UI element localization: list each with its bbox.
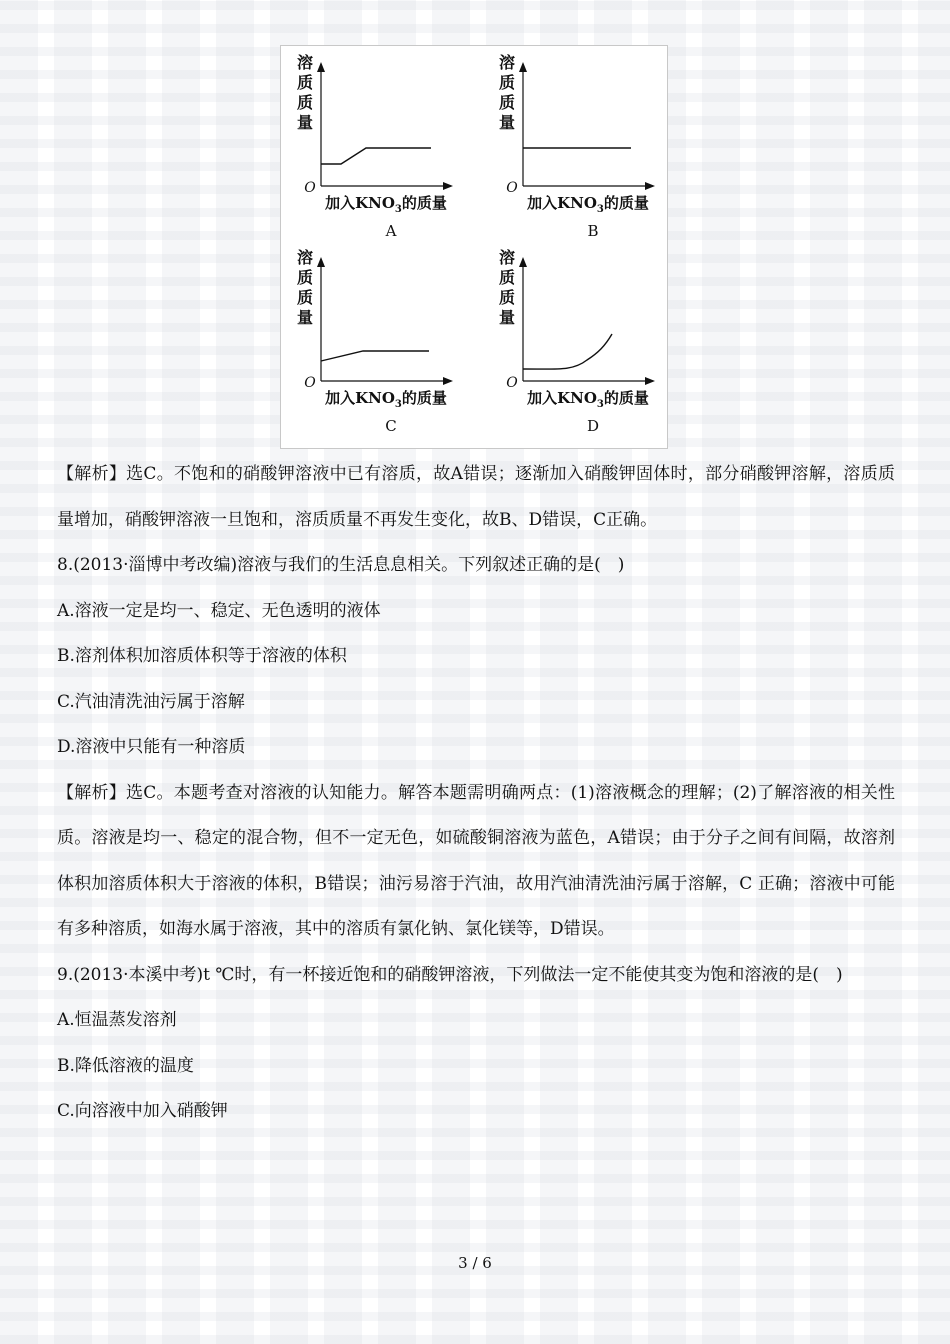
y-axis-arrow [519, 257, 527, 267]
question-8-option-c: C.汽油清洗油污属于溶解 [57, 691, 245, 712]
y-axis-label-char: 溶 [498, 53, 516, 72]
y-axis-label-char: 量 [498, 113, 516, 132]
graph-panels [281, 46, 667, 448]
question-9-option-c: C.向溶液中加入硝酸钾 [57, 1101, 228, 1121]
origin-label: O [506, 180, 518, 196]
graph-curve [321, 351, 429, 361]
question-8-option-a: A.溶液一定是均一、稳定、无色透明的液体 [57, 600, 381, 621]
y-axis-label-char: 质 [498, 73, 516, 92]
x-axis-arrow [645, 182, 655, 190]
graph-panel-d [499, 248, 655, 435]
graph-panel-b [499, 53, 655, 240]
panel-caption: A [385, 222, 397, 240]
y-axis-label-char: 质 [296, 93, 314, 112]
x-axis-arrow [443, 377, 453, 385]
y-axis-arrow [317, 257, 325, 267]
y-axis-arrow [317, 62, 325, 72]
graph-curve [321, 148, 431, 164]
analysis-2: 【解析】选C。本题考查对溶液的认知能力。解答本题需明确两点：(1)溶液概念的理解；(2)了解溶液的相关性质。溶液是均一、稳定的混合物，但不一定无色，如硫酸铜溶液为蓝色，A错误；由于分子之间有间隔，故溶剂体积加溶质体积大于溶液的体积，B错误；油污易溶于汽油，故用汽油清洗油污属于溶解，C 正确；溶液中可能有多种溶质，如海水属于溶液，其中的溶质有氯化钠、氯化镁等，D错误。 [57, 782, 895, 939]
panel-caption: B [587, 222, 599, 240]
question-8-option-b: B.溶剂体积加溶质体积等于溶液的体积 [57, 646, 347, 666]
y-axis-label-char: 质 [498, 268, 516, 287]
y-axis-label-char: 溶 [296, 248, 314, 267]
y-axis-label-char: 量 [498, 308, 516, 327]
origin-label: O [506, 375, 518, 391]
origin-label: O [304, 180, 316, 196]
y-axis-label-char: 质 [498, 288, 516, 307]
question-9-option-b: B.降低溶液的温度 [57, 1055, 194, 1076]
graph-panel-a [297, 53, 453, 240]
question-9-option-a: A.恒温蒸发溶剂 [57, 1010, 177, 1030]
panel-caption: C [385, 417, 397, 435]
y-axis-label-char: 溶 [498, 248, 516, 267]
y-axis-arrow [519, 62, 527, 72]
content-text [57, 452, 895, 1135]
x-axis-arrow [443, 182, 453, 190]
panel-caption: D [586, 417, 600, 435]
origin-label: O [304, 375, 316, 391]
question-8-stem: 8.(2013·淄博中考改编)溶液与我们的生活息息相关。下列叙述正确的是( ) [57, 555, 625, 575]
y-axis-label-char: 质 [296, 268, 314, 287]
x-axis-label: 加入$KNO_3$的质量 [527, 194, 649, 215]
y-axis-label-char: 量 [296, 113, 314, 132]
graph-curve [523, 334, 612, 369]
y-axis-label-char: 质 [498, 93, 516, 112]
analysis-1: 【解析】选C。不饱和的硝酸钾溶液中已有溶质，故A错误；逐渐加入硝酸钾固体时，部分硝酸钾溶解，溶质质量增加，硝酸钾溶液一旦饱和，溶质质量不再发生变化，故B、D错误，C正确。 [57, 464, 895, 530]
question-9-stem: 9.(2013·本溪中考)t ℃时，有一杯接近饱和的硝酸钾溶液，下列做法一定不能使其变为饱和溶液的是( ) [57, 964, 843, 985]
y-axis-label-char: 质 [296, 288, 314, 307]
x-axis-label: 加入$KNO_3$的质量 [325, 194, 447, 215]
page-number: 3 / 6 [458, 1254, 492, 1272]
y-axis-label-char: 溶 [296, 53, 314, 72]
y-axis-label-char: 质 [296, 73, 314, 92]
graph-figure [280, 45, 668, 449]
y-axis-label-char: 量 [296, 308, 314, 327]
x-axis-label: 加入$KNO_3$的质量 [325, 389, 447, 410]
x-axis-label: 加入$KNO_3$的质量 [527, 389, 649, 410]
question-8-option-d: D.溶液中只能有一种溶质 [57, 737, 246, 757]
x-axis-arrow [645, 377, 655, 385]
graph-panel-c [297, 248, 453, 435]
